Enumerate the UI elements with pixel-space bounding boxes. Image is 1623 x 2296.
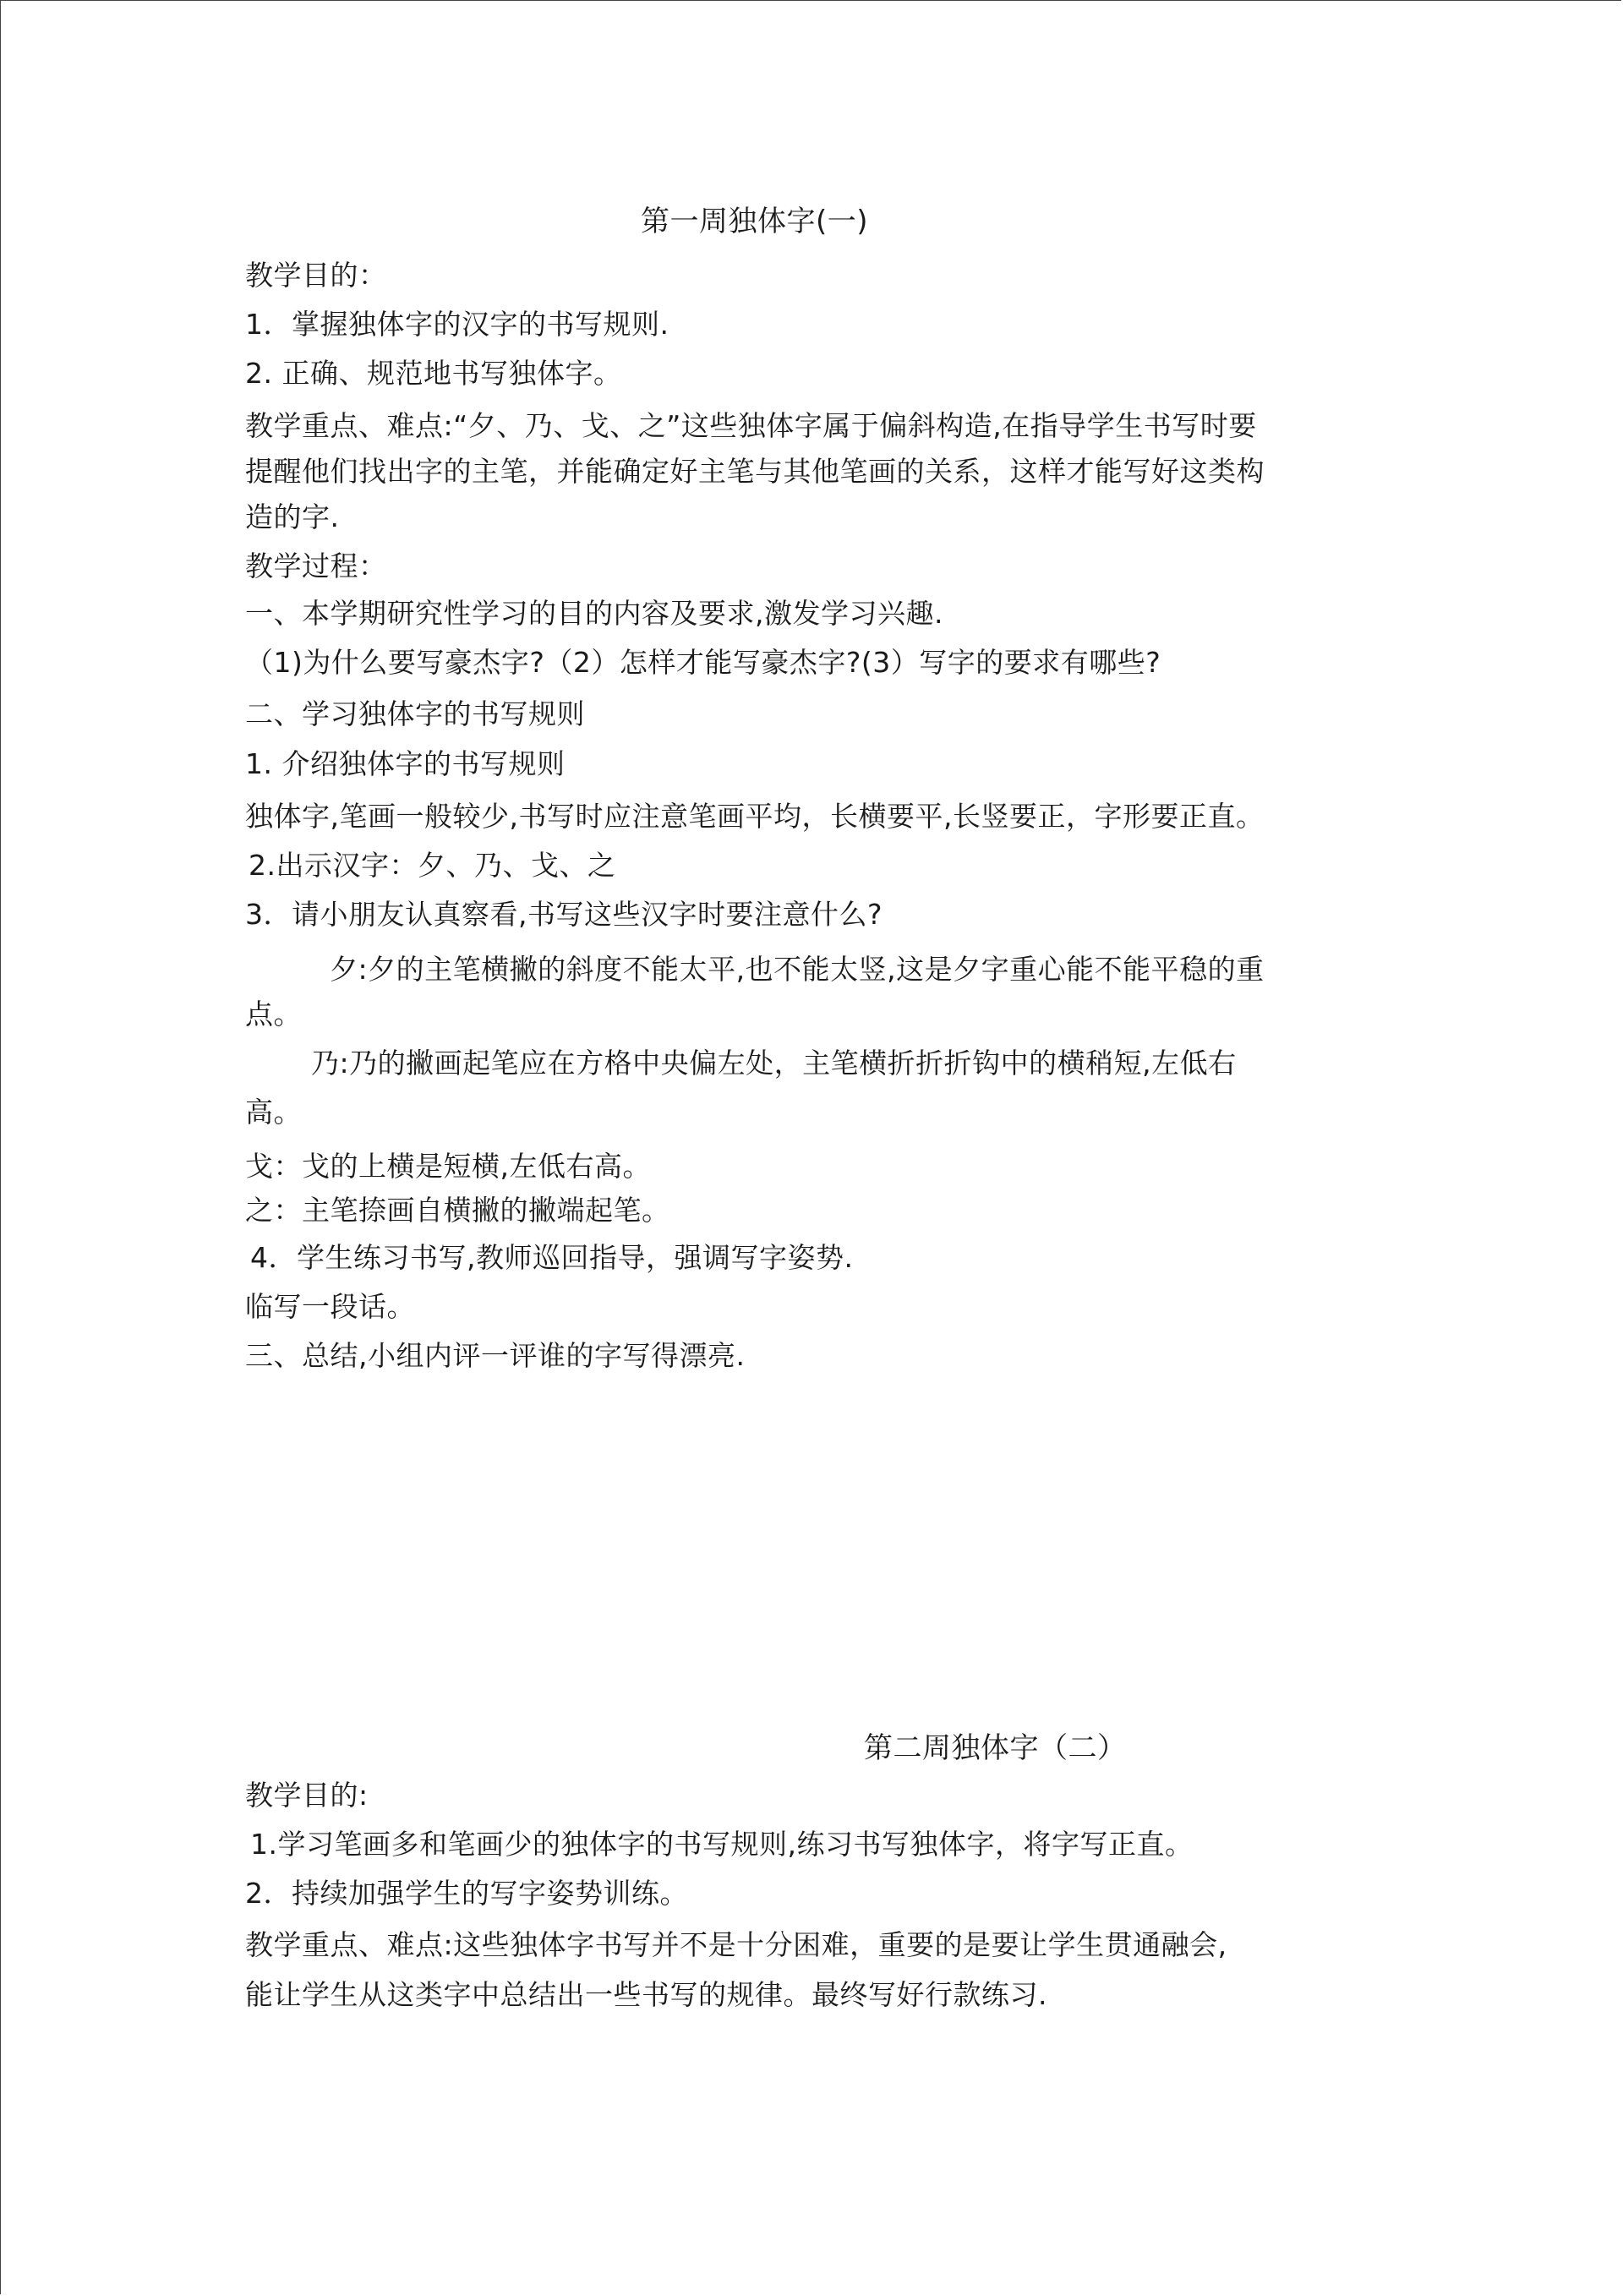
week1-line: 高。 — [245, 1096, 302, 1129]
week1-line: 独体字,笔画一般较少,书写时应注意笔画平均，长横要平,长竖要正，字形要正直。 — [245, 800, 1265, 833]
week1-line: 临写一段话。 — [245, 1290, 415, 1323]
week2-title: 第二周独体字（二） — [864, 1731, 1127, 1765]
week2-line: 能让学生从这类字中总结出一些书写的规律。最终写好行款练习. — [245, 1978, 1047, 2011]
week2-line: 教学目的: — [245, 1779, 369, 1812]
week1-line: 戈：戈的上横是短横,左低右高。 — [245, 1150, 651, 1183]
week1-line: 夕:夕的主笔横撇的斜度不能太平,也不能太竖,这是夕字重心能不能平稳的重 — [330, 953, 1265, 986]
week1-line: 一、本学期研究性学习的目的内容及要求,激发学习兴趣. — [245, 597, 943, 630]
week2-line: 1.学习笔画多和笔画少的独体字的书写规则,练习书写独体字，将字写正直。 — [250, 1828, 1194, 1861]
week1-line: 2. 正确、规范地书写独体字。 — [245, 357, 622, 390]
week1-line: （1)为什么要写豪杰字?（2）怎样才能写豪杰字?(3）写字的要求有哪些? — [245, 646, 1161, 679]
week1-line: 2.出示汉字：夕、乃、戈、之 — [249, 849, 616, 882]
week1-line: 1. 介绍独体字的书写规则 — [245, 747, 566, 780]
week1-line: 三、总结,小组内评一评谁的字写得漂亮. — [245, 1339, 746, 1372]
week2-line: 教学重点、难点:这些独体字书写并不是十分困难，重要的是要让学生贯通融会, — [245, 1928, 1227, 1961]
week1-line: 乃:乃的撇画起笔应在方格中央偏左处，主笔横折折折钩中的横稍短,左低右 — [311, 1047, 1237, 1080]
week1-line: 教学过程： — [245, 549, 387, 582]
week1-line: 教学目的： — [245, 259, 387, 292]
week2-line: 2．持续加强学生的写字姿势训练。 — [245, 1877, 688, 1910]
week1-line: 1．掌握独体字的汉字的书写规则. — [245, 308, 669, 341]
week1-line: 二、学习独体字的书写规则 — [245, 697, 585, 730]
week1-line: 提醒他们找出字的主笔，并能确定好主笔与其他笔画的关系，这样才能写好这类构 — [245, 455, 1265, 488]
week1-line: 3．请小朋友认真察看,书写这些汉字时要注意什么? — [245, 898, 883, 931]
week1-line: 之：主笔捺画自横撇的撇端起笔。 — [245, 1194, 670, 1227]
week1-line: 造的字. — [245, 500, 340, 533]
week1-line: 点。 — [245, 998, 302, 1030]
week1-line: 教学重点、难点:“夕、乃、戈、之”这些独体字属于偏斜构造,在指导学生书写时要 — [245, 409, 1257, 442]
week1-title: 第一周独体字(一) — [641, 205, 869, 238]
week1-line: 4．学生练习书写,教师巡回指导，强调写字姿势. — [250, 1241, 854, 1274]
